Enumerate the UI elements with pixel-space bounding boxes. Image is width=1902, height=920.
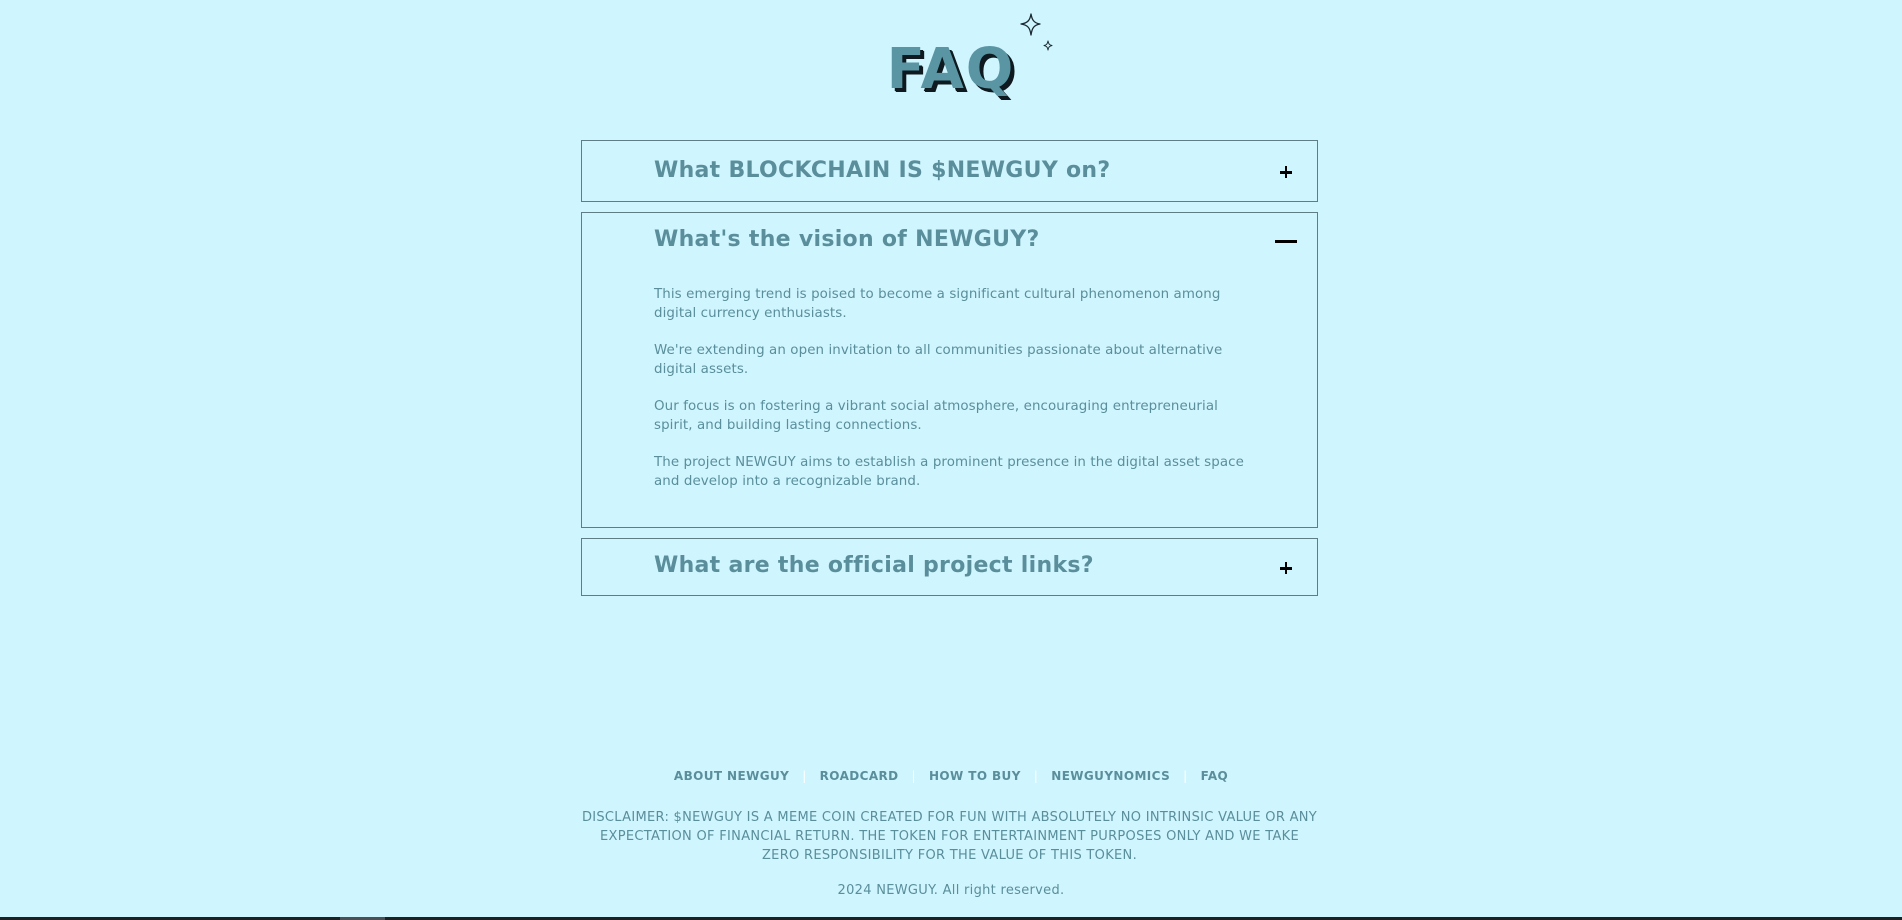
answer-paragraph: The project NEWGUY aims to establish a prominent presence in the digital asset space and develop into a recognizable brand.: [654, 455, 1244, 489]
disclaimer-text: DISCLAIMER: $NEWGUY IS A MEME COIN CREATED FOR FUN WITH ABSOLUTELY NO INTRINSIC VALUE OR ANY EXPECTATION OF FINANCIAL RETURN. THE TOKEN FOR ENTERTAINMENT PURPOSES ONLY AND WE TAKE ZERO RESPONSIBILITY FOR THE VALUE OF THIS TOKEN.: [581, 810, 1318, 863]
faq-question[interactable]: What's the vision of NEWGUY?: [654, 227, 1040, 252]
minus-icon[interactable]: [1275, 230, 1297, 252]
nav-separator: |: [1183, 769, 1188, 783]
answer-paragraph: We're extending an open invitation to all communities passionate about alternative digital assets.: [654, 343, 1223, 377]
faq-question[interactable]: What are the official project links?: [654, 553, 1094, 578]
footer-link-newguynomics[interactable]: NEWGUYNOMICS: [1051, 769, 1171, 783]
footer-link-how-to-buy[interactable]: HOW TO BUY: [928, 769, 1021, 783]
footer-link-about[interactable]: ABOUT NEWGUY: [673, 769, 790, 783]
answer-paragraph: Our focus is on fostering a vibrant social atmosphere, encouraging entrepreneurial spirit, and building lasting connections.: [654, 399, 1218, 433]
footer-link-roadcard[interactable]: ROADCARD: [819, 769, 899, 783]
faq-item-blockchain[interactable]: [581, 140, 1318, 202]
nav-separator: |: [911, 769, 916, 783]
faq-item-links[interactable]: [581, 538, 1318, 596]
copyright-text: 2024 NEWGUY. All right reserved.: [837, 883, 1065, 898]
page-title: FAQ: [886, 37, 1016, 102]
faq-question[interactable]: What BLOCKCHAIN IS $NEWGUY on?: [654, 158, 1111, 183]
footer-link-faq[interactable]: FAQ: [1200, 769, 1229, 783]
faq-answer: [654, 285, 1244, 509]
nav-separator: |: [802, 769, 807, 783]
nav-separator: |: [1033, 769, 1039, 783]
plus-icon[interactable]: [1275, 557, 1297, 579]
faq-item-vision[interactable]: [581, 212, 1318, 528]
answer-paragraph: This emerging trend is poised to become a significant cultural phenomenon among digital currency enthusiasts.: [654, 287, 1221, 321]
plus-icon[interactable]: [1275, 161, 1297, 183]
footer-nav: [0, 769, 1902, 783]
